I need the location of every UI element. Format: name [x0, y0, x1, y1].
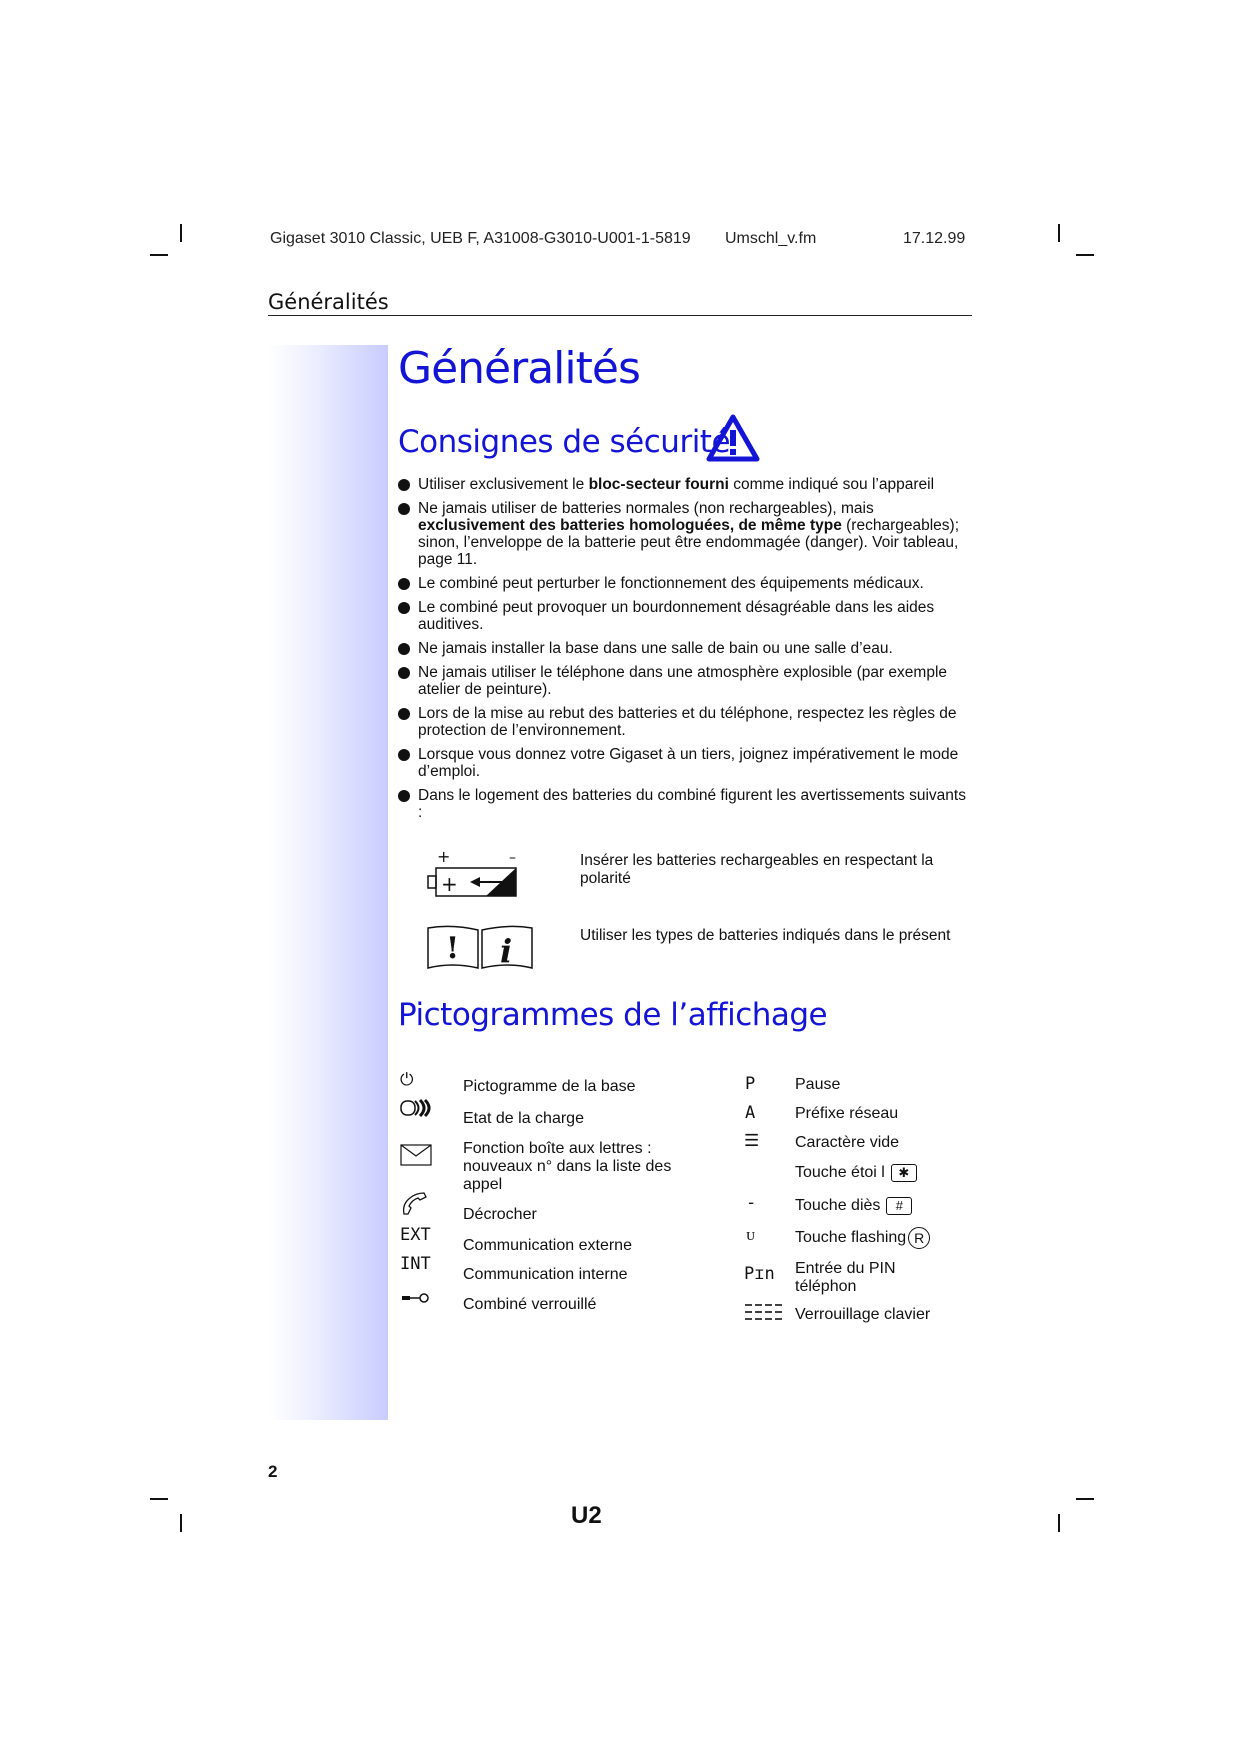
bullet-dot-icon	[398, 503, 410, 515]
safety-item	[398, 500, 974, 568]
battery-charge-icon	[400, 1098, 434, 1118]
battery-polarity-icon	[426, 850, 526, 900]
empty-char-icon: ☰	[744, 1131, 760, 1151]
flash-key-label: Touche flashing	[795, 1229, 907, 1247]
picto-label-base: Pictogramme de la base	[463, 1078, 636, 1095]
bullet-dot-icon	[398, 578, 410, 590]
crop-mark	[1076, 254, 1094, 256]
doc-id: Gigaset 3010 Classic, UEB F, A31008-G3010-U001-1-5819	[270, 230, 691, 247]
ext-icon: EXT	[400, 1225, 431, 1245]
safety-item-text: Utiliser exclusivement le	[418, 476, 589, 493]
safety-item-text: Ne jamais installer la base dans une salle de bain ou une salle d’eau.	[418, 640, 893, 657]
safety-item-emphasis: exclusivement des batteries homologuées, de même type	[418, 517, 842, 534]
running-head: Généralités	[268, 290, 389, 314]
warning-triangle-icon	[706, 414, 760, 462]
int-icon: INT	[400, 1254, 431, 1274]
safety-item-text: Le combiné peut provoquer un bourdonnement désagréable dans les aides auditives.	[418, 599, 935, 633]
prefix-icon: A	[745, 1103, 756, 1123]
picto-label-locked: Combiné verrouillé	[463, 1296, 597, 1313]
picto-label-keypad-lock: Verrouillage clavier	[795, 1306, 931, 1323]
keypad-lock-icon	[744, 1302, 784, 1322]
picto-label-empty: Caractère vide	[795, 1134, 900, 1151]
handset-icon	[400, 1190, 428, 1218]
safety-item-text-end: (rechargeables); sinon, l’enveloppe de la batterie peut être endommagée (danger). Voir tableau, page 11.	[418, 517, 959, 568]
bullet-dot-icon	[398, 749, 410, 761]
r-key-icon: R	[908, 1227, 930, 1249]
safety-item-text-end: comme indiqué sou l’appareil	[728, 476, 935, 493]
safety-item-text: Le combiné peut perturber le fonctionnement des équipements médicaux.	[418, 575, 924, 592]
crop-mark	[180, 1514, 182, 1532]
bullet-dot-icon	[398, 708, 410, 720]
bullet-dot-icon	[398, 790, 410, 802]
picto-label-external: Communication externe	[463, 1237, 632, 1254]
star-key-icon: ✱	[891, 1164, 917, 1182]
safety-item-text: Ne jamais utiliser de batteries normales (non rechargeables), mais	[418, 500, 874, 517]
flash-icon: ᴜ	[746, 1225, 756, 1245]
crop-mark	[1076, 1498, 1094, 1500]
warning-polarity-text: Insérer les batteries rechargeables en respectant la polarité	[580, 852, 934, 887]
safety-item	[398, 746, 974, 780]
safety-item	[398, 705, 974, 739]
picto-label-internal: Communication interne	[463, 1266, 628, 1283]
svg-text:!: !	[446, 931, 460, 966]
safety-item	[398, 640, 974, 657]
picto-label-hash	[795, 1197, 975, 1215]
safety-item-emphasis: bloc-secteur fourni	[588, 476, 729, 493]
power-icon: ⏻	[400, 1070, 414, 1090]
safety-item-text: Lors de la mise au rebut des batteries et du téléphone, respectez les règles de protection de l’environnement.	[418, 705, 957, 739]
bullet-dot-icon	[398, 479, 410, 491]
safety-list	[398, 476, 974, 828]
page-number: 2	[268, 1462, 278, 1481]
picto-label-offhook: Décrocher	[463, 1206, 537, 1223]
safety-item-text: Ne jamais utiliser le téléphone dans une atmosphère explosible (par exemple atelier de peinture).	[418, 664, 948, 698]
pause-icon: P	[745, 1074, 756, 1094]
crop-mark	[1058, 1514, 1060, 1532]
safety-item-text: Dans le logement des batteries du combiné figurent les avertissements suivants :	[418, 787, 966, 821]
svg-text:–: –	[509, 850, 516, 866]
picto-label-prefix: Préfixe réseau	[795, 1105, 899, 1122]
page-title: Généralités	[398, 343, 640, 394]
hash-key-icon: #	[886, 1197, 912, 1215]
safety-heading: Consignes de sécurité	[398, 424, 731, 460]
svg-text:+: +	[441, 872, 458, 896]
safety-item-text: Lorsque vous donnez votre Gigaset à un tiers, joignez impérativement le mode d’emploi.	[418, 746, 959, 780]
manual-info-icon	[424, 922, 536, 972]
envelope-icon	[400, 1144, 432, 1166]
hash-key-label: Touche diès	[795, 1197, 881, 1215]
safety-item	[398, 575, 974, 592]
safety-item	[398, 787, 974, 821]
svg-text:+: +	[437, 850, 451, 866]
star-key-label: Touche étoi l	[795, 1164, 885, 1182]
crop-mark	[150, 1498, 168, 1500]
picto-label-mailbox: Fonction boîte aux lettres : nouveaux n° dans la liste des appel	[463, 1140, 672, 1193]
safety-item	[398, 599, 974, 633]
picto-label-charge: Etat de la charge	[463, 1110, 584, 1127]
header-rule	[268, 315, 972, 316]
hash-icon: -	[746, 1193, 757, 1213]
pictograms-heading: Pictogrammes de l’affichage	[398, 997, 828, 1033]
key-lock-icon	[400, 1290, 430, 1304]
crop-mark	[1058, 224, 1060, 242]
bullet-dot-icon	[398, 643, 410, 655]
picto-label-pin: Entrée du PIN téléphon	[795, 1260, 896, 1295]
file-name: Umschl_v.fm	[725, 230, 817, 247]
warning-manual-text: Utiliser les types de batteries indiqués dans le présent	[580, 927, 951, 944]
picto-label-star	[795, 1164, 975, 1182]
sidebar-band	[268, 345, 388, 1420]
picto-label-pause: Pause	[795, 1076, 841, 1093]
picto-label-flash	[795, 1227, 985, 1249]
bullet-dot-icon	[398, 667, 410, 679]
safety-item	[398, 664, 974, 698]
footer-code: U2	[571, 1502, 602, 1529]
svg-text:i: i	[500, 932, 513, 970]
pin-icon: Pɪn	[744, 1264, 775, 1284]
safety-item	[398, 476, 974, 493]
doc-date: 17.12.99	[903, 230, 966, 247]
crop-mark	[180, 224, 182, 242]
crop-mark	[150, 254, 168, 256]
bullet-dot-icon	[398, 602, 410, 614]
